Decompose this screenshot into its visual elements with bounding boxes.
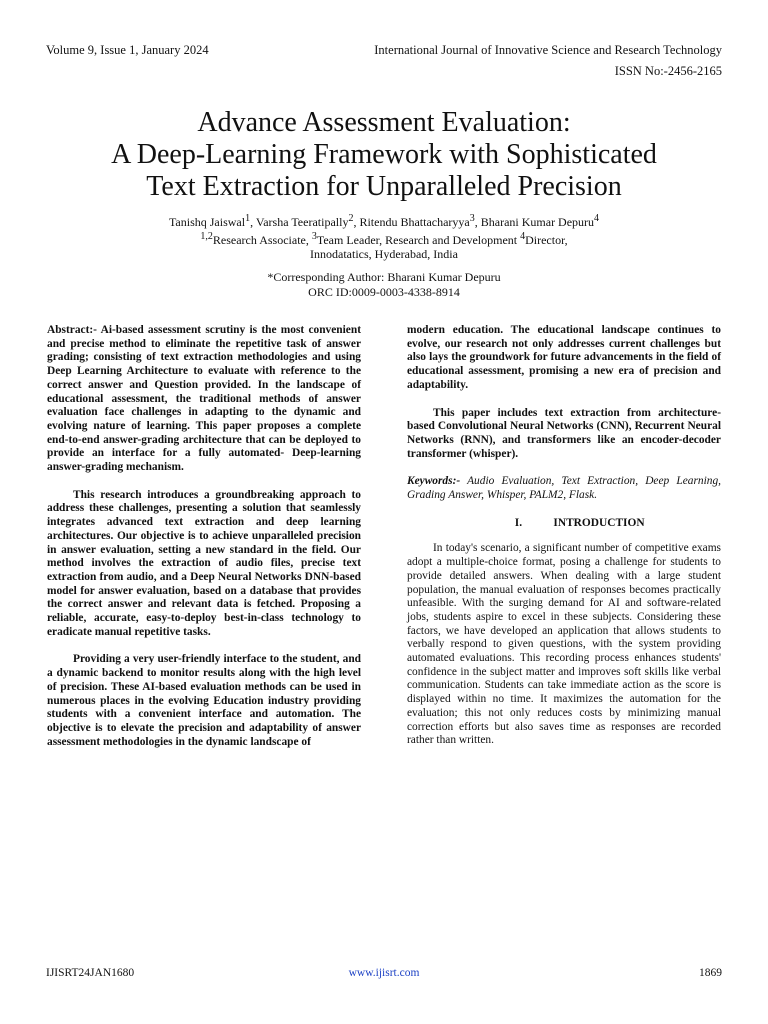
title-line-2: A Deep-Learning Framework with Sophisticated [111,138,657,170]
journal-url-link[interactable]: www.ijisrt.com [348,967,420,979]
right-column [407,324,721,762]
corresponding-author [60,270,708,299]
affiliation-line-1 [60,230,708,248]
abstract-paragraph: Abstract:- Ai-based assessment scrutiny is the most convenient and precise method to eliminate the repetitive task of answer grading; consisting of text extraction methodologies and using Deep Learning Architecture to evaluate with reference to the correct answer and Question provided. In the landscape of educational assessment, the traditional methods of answer evaluation face challenges in adapting to the dynamic and evolving nature of learning. This paper proposes a complete end-to-end answer-grading architecture that can be deployed to provide an interface for a fully automated- Deep-learning answer-grading mechanism. [47,324,361,474]
affiliation-line-2: Innodatatics, Hyderabad, India [310,247,458,261]
author-4-sup: 4 [594,213,600,224]
corresponding-author-name: *Corresponding Author: Bharani Kumar Depuru [267,270,501,284]
keywords [407,475,721,502]
journal-volume: Volume 9, Issue 1, January 2024 [46,43,209,57]
abstract-paragraph-3: Providing a very user-friendly interface to the student, and a dynamic backend to monitor results along with the high level of precision. These AI-based evaluation methods can be used in numerous places in the evolving Education industry providing students with a convenient interface and automation. The objective is to elevate the precision and adaptability of answer assessment methodologies in the dynamic landscape of [47,653,361,748]
keywords-label: Keywords:- [407,475,461,488]
journal-name: International Journal of Innovative Science and Research Technology [374,43,722,57]
abstract-paragraph-4: modern education. The educational landscape continues to evolve, our research not only addresses current challenges but also lays the groundwork for future advancements in the field of educational assessment, promising a new era of precision and adaptability. [407,324,721,391]
orcid: ORC ID:0009-0003-4338-8914 [308,284,460,299]
affiliation-sup-2: 3 [311,230,317,242]
affiliation-1: Research Associate, [212,232,312,247]
author-block [60,212,708,262]
author-4: , Bharani Kumar Depuru [474,215,595,229]
issn-number: ISSN No:-2456-2165 [614,64,722,78]
introduction-paragraph: In today's scenario, a significant number of competitive exams adopt a multiple-choice format, posing a challenge for students to provide detailed answers. When dealing with a large student population, the manual evaluation of responses becomes practically unfeasible. With the surging demand for AI and software-related jobs, students aspire to excel in these subjects. Considering these factors, we have developed an application that allows students to verbally respond to given questions, with the system providing automated evaluations. This recording process enhances students' confidence in the subject matter and improves soft skills like verbal communication. Students can take immediate action as the score is displayed within no time. It maximizes the automation for the evaluation; this not only reduces costs by minimizing manual correction efforts but also saves time as responses are recorded rather than written. [407,542,721,747]
author-list [60,212,708,230]
left-column [47,324,361,763]
affiliation-sup-3: 4 [520,230,526,242]
affiliation-2: Team Leader, Research and Development [316,232,521,247]
paper-id: IJISRT24JAN1680 [46,967,135,979]
affiliation-sup-1: 1,2 [200,230,213,242]
section-title: INTRODUCTION [553,516,645,529]
author-2: , Varsha Teeratipally [250,215,349,229]
author-3: , Ritendu Bhattacharyya [353,215,470,229]
author-2-sup: 2 [348,213,354,224]
title-line-3: Text Extraction for Unparalleled Precision [146,170,622,202]
keywords-list: Audio Evaluation, Text Extraction, Deep Learning, Grading Answer, Whisper, PALM2, Flask. [407,475,721,502]
section-number: I. [514,516,523,529]
section-heading [407,517,721,531]
author-1: Tanishq Jaiswal [168,215,246,229]
affiliation-3: Director, [525,232,568,247]
page-number: 1869 [699,967,722,979]
title-line-1: Advance Assessment Evaluation: [197,106,571,138]
author-3-sup: 3 [469,213,475,224]
author-1-sup: 1 [245,213,251,224]
abstract-paragraph-5: This paper includes text extraction from architecture-based Convolutional Neural Networks (CNN), Recurrent Neural Networks (RNN), and transformers like an encoder-decoder transformer (whisper). [407,406,721,460]
paper-title [40,107,728,203]
abstract-paragraph-2: This research introduces a groundbreaking approach to address these challenges, presenting a solution that seamlessly integrates advanced text extraction and deep learning architectures. Our objective is to achieve unparalleled precision in answer evaluation, setting a new standard in the field. Our method involves the extraction of audio files, precise text extraction from audio, and a Deep Neural Networks DNN-based model for answer evaluation, based on a database that provides the correct answer and relevant data is fetched. Proposing a reliable, accurate, easy-to-deploy best-in-class technology to eradicate manual repetitive tasks. [47,488,361,638]
